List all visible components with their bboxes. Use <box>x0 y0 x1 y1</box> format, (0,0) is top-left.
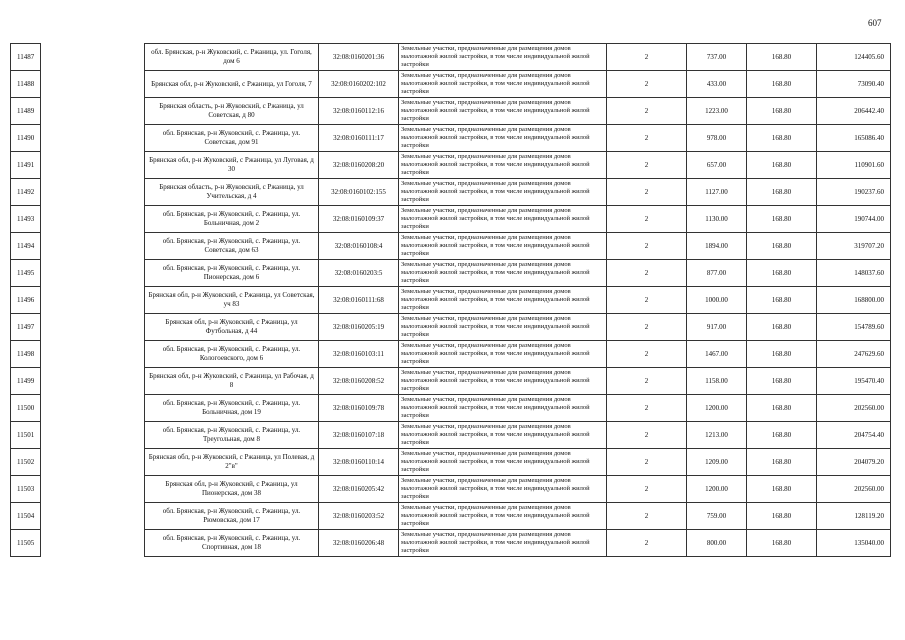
row-number: 11492 <box>11 179 41 206</box>
row-number: 11505 <box>11 530 41 557</box>
table-row <box>11 44 891 71</box>
group-cell: 2 <box>607 395 687 422</box>
spacer-cell <box>41 449 145 476</box>
area-cell: 657.00 <box>687 152 747 179</box>
area-cell: 1200.00 <box>687 476 747 503</box>
cadastral-number-cell: 32:08:0160208:20 <box>319 152 399 179</box>
row-number: 11498 <box>11 341 41 368</box>
address-cell: Брянская обл, р-н Жуковский, с Ржаница, ул Советская, уч 83 <box>145 287 319 314</box>
cadastral-number-cell: 32:08:0160109:78 <box>319 395 399 422</box>
area-cell: 1213.00 <box>687 422 747 449</box>
cadastral-value-cell: 319707.20 <box>817 233 891 260</box>
land-use-cell: Земельные участки, предназначенные для размещения домов малоэтажной жилой застройки, в том числе индивидуальной жилой застройки <box>399 233 607 260</box>
area-cell: 978.00 <box>687 125 747 152</box>
land-use-cell: Земельные участки, предназначенные для размещения домов малоэтажной жилой застройки, в том числе индивидуальной жилой застройки <box>399 341 607 368</box>
cadastral-value-cell: 202560.00 <box>817 395 891 422</box>
spacer-cell <box>41 44 145 71</box>
group-cell: 2 <box>607 152 687 179</box>
area-cell: 1000.00 <box>687 287 747 314</box>
spacer-cell <box>41 314 145 341</box>
area-cell: 1158.00 <box>687 368 747 395</box>
cadastral-register-table <box>10 43 891 557</box>
group-cell: 2 <box>607 287 687 314</box>
table-row <box>11 233 891 260</box>
land-use-cell: Земельные участки, предназначенные для размещения домов малоэтажной жилой застройки, в том числе индивидуальной жилой застройки <box>399 530 607 557</box>
cadastral-number-cell: 32:08:0160203:5 <box>319 260 399 287</box>
cadastral-number-cell: 32:08:0160108:4 <box>319 233 399 260</box>
rate-cell: 168.80 <box>747 206 817 233</box>
land-use-cell: Земельные участки, предназначенные для размещения домов малоэтажной жилой застройки, в том числе индивидуальной жилой застройки <box>399 449 607 476</box>
row-number: 11494 <box>11 233 41 260</box>
cadastral-number-cell: 32:08:0160205:19 <box>319 314 399 341</box>
row-number: 11490 <box>11 125 41 152</box>
row-number: 11491 <box>11 152 41 179</box>
address-cell: Брянская обл, р-н Жуковский, с Ржаница, ул Луговая, д 30 <box>145 152 319 179</box>
area-cell: 1200.00 <box>687 395 747 422</box>
address-cell: Брянская обл, р-н Жуковский, с Ржаница, ул Пионерская, дом 38 <box>145 476 319 503</box>
spacer-cell <box>41 260 145 287</box>
cadastral-value-cell: 204079.20 <box>817 449 891 476</box>
row-number: 11500 <box>11 395 41 422</box>
land-use-cell: Земельные участки, предназначенные для размещения домов малоэтажной жилой застройки, в том числе индивидуальной жилой застройки <box>399 503 607 530</box>
group-cell: 2 <box>607 368 687 395</box>
cadastral-number-cell: 32:08:0160203:52 <box>319 503 399 530</box>
group-cell: 2 <box>607 44 687 71</box>
land-use-cell: Земельные участки, предназначенные для размещения домов малоэтажной жилой застройки, в том числе индивидуальной жилой застройки <box>399 152 607 179</box>
cadastral-value-cell: 110901.60 <box>817 152 891 179</box>
address-cell: обл. Брянская, р-н Жуковский, с. Ржаница, ул. Треугольная, дом 8 <box>145 422 319 449</box>
rate-cell: 168.80 <box>747 503 817 530</box>
address-cell: обл. Брянская, р-н Жуковский, с. Ржаница, ул. Пионерская, дом 6 <box>145 260 319 287</box>
cadastral-value-cell: 154789.60 <box>817 314 891 341</box>
rate-cell: 168.80 <box>747 260 817 287</box>
cadastral-number-cell: 32:08:0160112:16 <box>319 98 399 125</box>
row-number: 11497 <box>11 314 41 341</box>
table-row <box>11 125 891 152</box>
cadastral-number-cell: 32:08:0160109:37 <box>319 206 399 233</box>
area-cell: 433.00 <box>687 71 747 98</box>
cadastral-value-cell: 73090.40 <box>817 71 891 98</box>
table-row <box>11 314 891 341</box>
cadastral-value-cell: 190744.00 <box>817 206 891 233</box>
group-cell: 2 <box>607 422 687 449</box>
group-cell: 2 <box>607 233 687 260</box>
address-cell: обл. Брянская, р-н Жуковский, с. Ржаница, ул. Кологоевского, дом 6 <box>145 341 319 368</box>
group-cell: 2 <box>607 125 687 152</box>
rate-cell: 168.80 <box>747 125 817 152</box>
table-row <box>11 152 891 179</box>
rate-cell: 168.80 <box>747 233 817 260</box>
rate-cell: 168.80 <box>747 287 817 314</box>
address-cell: обл. Брянская, р-н Жуковский, с. Ржаница, ул. Больничная, дом 2 <box>145 206 319 233</box>
group-cell: 2 <box>607 449 687 476</box>
spacer-cell <box>41 530 145 557</box>
rate-cell: 168.80 <box>747 449 817 476</box>
spacer-cell <box>41 125 145 152</box>
area-cell: 800.00 <box>687 530 747 557</box>
cadastral-value-cell: 202560.00 <box>817 476 891 503</box>
row-number: 11502 <box>11 449 41 476</box>
spacer-cell <box>41 233 145 260</box>
cadastral-number-cell: 32:08:0160102:155 <box>319 179 399 206</box>
rate-cell: 168.80 <box>747 314 817 341</box>
spacer-cell <box>41 98 145 125</box>
register-body <box>11 44 891 557</box>
cadastral-value-cell: 204754.40 <box>817 422 891 449</box>
table-row <box>11 341 891 368</box>
rate-cell: 168.80 <box>747 44 817 71</box>
row-number: 11488 <box>11 71 41 98</box>
group-cell: 2 <box>607 314 687 341</box>
land-use-cell: Земельные участки, предназначенные для размещения домов малоэтажной жилой застройки, в том числе индивидуальной жилой застройки <box>399 395 607 422</box>
land-use-cell: Земельные участки, предназначенные для размещения домов малоэтажной жилой застройки, в том числе индивидуальной жилой застройки <box>399 287 607 314</box>
cadastral-number-cell: 32:08:0160208:52 <box>319 368 399 395</box>
table-row <box>11 395 891 422</box>
land-use-cell: Земельные участки, предназначенные для размещения домов малоэтажной жилой застройки, в том числе индивидуальной жилой застройки <box>399 44 607 71</box>
rate-cell: 168.80 <box>747 368 817 395</box>
address-cell: Брянская область, р-н Жуковский, с Ржаница, ул Учительская, д 4 <box>145 179 319 206</box>
group-cell: 2 <box>607 530 687 557</box>
row-number: 11493 <box>11 206 41 233</box>
address-cell: Брянская область, р-н Жуковский, с Ржаница, ул Советская, д 80 <box>145 98 319 125</box>
table-row <box>11 71 891 98</box>
spacer-cell <box>41 206 145 233</box>
rate-cell: 168.80 <box>747 152 817 179</box>
cadastral-value-cell: 128119.20 <box>817 503 891 530</box>
table-row <box>11 476 891 503</box>
row-number: 11503 <box>11 476 41 503</box>
table-row <box>11 449 891 476</box>
area-cell: 737.00 <box>687 44 747 71</box>
land-use-cell: Земельные участки, предназначенные для размещения домов малоэтажной жилой застройки, в том числе индивидуальной жилой застройки <box>399 206 607 233</box>
cadastral-value-cell: 247629.60 <box>817 341 891 368</box>
cadastral-value-cell: 168800.00 <box>817 287 891 314</box>
page-number: 607 <box>868 18 882 28</box>
cadastral-number-cell: 32:08:0160202:102 <box>319 71 399 98</box>
land-use-cell: Земельные участки, предназначенные для размещения домов малоэтажной жилой застройки, в том числе индивидуальной жилой застройки <box>399 314 607 341</box>
rate-cell: 168.80 <box>747 71 817 98</box>
cadastral-number-cell: 32:08:0160107:18 <box>319 422 399 449</box>
group-cell: 2 <box>607 98 687 125</box>
area-cell: 1127.00 <box>687 179 747 206</box>
cadastral-value-cell: 165086.40 <box>817 125 891 152</box>
row-number: 11495 <box>11 260 41 287</box>
cadastral-number-cell: 32:08:0160110:14 <box>319 449 399 476</box>
rate-cell: 168.80 <box>747 476 817 503</box>
address-cell: обл. Брянская, р-н Жуковский, с. Ржаница, ул. Советская, дом 63 <box>145 233 319 260</box>
row-number: 11487 <box>11 44 41 71</box>
row-number: 11489 <box>11 98 41 125</box>
land-use-cell: Земельные участки, предназначенные для размещения домов малоэтажной жилой застройки, в том числе индивидуальной жилой застройки <box>399 476 607 503</box>
area-cell: 877.00 <box>687 260 747 287</box>
table-row <box>11 530 891 557</box>
address-cell: Брянская обл, р-н Жуковский, с Ржаница, ул Полевая, д 2"в" <box>145 449 319 476</box>
spacer-cell <box>41 395 145 422</box>
rate-cell: 168.80 <box>747 179 817 206</box>
land-use-cell: Земельные участки, предназначенные для размещения домов малоэтажной жилой застройки, в том числе индивидуальной жилой застройки <box>399 125 607 152</box>
rate-cell: 168.80 <box>747 530 817 557</box>
spacer-cell <box>41 287 145 314</box>
spacer-cell <box>41 368 145 395</box>
area-cell: 759.00 <box>687 503 747 530</box>
cadastral-value-cell: 195470.40 <box>817 368 891 395</box>
land-use-cell: Земельные участки, предназначенные для размещения домов малоэтажной жилой застройки, в том числе индивидуальной жилой застройки <box>399 71 607 98</box>
address-cell: Брянская обл, р-н Жуковский, с Ржаница, ул Футбольная, д 44 <box>145 314 319 341</box>
row-number: 11496 <box>11 287 41 314</box>
land-use-cell: Земельные участки, предназначенные для размещения домов малоэтажной жилой застройки, в том числе индивидуальной жилой застройки <box>399 368 607 395</box>
address-cell: обл. Брянская, р-н Жуковский, с. Ржаница, ул. Гоголя, дом 6 <box>145 44 319 71</box>
spacer-cell <box>41 476 145 503</box>
spacer-cell <box>41 152 145 179</box>
rate-cell: 168.80 <box>747 422 817 449</box>
cadastral-number-cell: 32:08:0160111:68 <box>319 287 399 314</box>
address-cell: обл. Брянская, р-н Жуковский, с. Ржаница, ул. Советская, дом 91 <box>145 125 319 152</box>
cadastral-number-cell: 32:08:0160111:17 <box>319 125 399 152</box>
area-cell: 917.00 <box>687 314 747 341</box>
row-number: 11501 <box>11 422 41 449</box>
address-cell: обл. Брянская, р-н Жуковский, с. Ржаница, ул. Спортивная, дом 18 <box>145 530 319 557</box>
land-use-cell: Земельные участки, предназначенные для размещения домов малоэтажной жилой застройки, в том числе индивидуальной жилой застройки <box>399 260 607 287</box>
cadastral-number-cell: 32:08:0160206:48 <box>319 530 399 557</box>
cadastral-number-cell: 32:08:0160103:11 <box>319 341 399 368</box>
cadastral-value-cell: 206442.40 <box>817 98 891 125</box>
group-cell: 2 <box>607 179 687 206</box>
group-cell: 2 <box>607 503 687 530</box>
area-cell: 1130.00 <box>687 206 747 233</box>
address-cell: Брянская обл, р-н Жуковский, с Ржаница, ул Рабочая, д 8 <box>145 368 319 395</box>
group-cell: 2 <box>607 341 687 368</box>
group-cell: 2 <box>607 206 687 233</box>
table-row <box>11 503 891 530</box>
land-use-cell: Земельные участки, предназначенные для размещения домов малоэтажной жилой застройки, в том числе индивидуальной жилой застройки <box>399 422 607 449</box>
row-number: 11499 <box>11 368 41 395</box>
address-cell: Брянская обл, р-н Жуковский, с Ржаница, ул Гоголя, 7 <box>145 71 319 98</box>
spacer-cell <box>41 503 145 530</box>
spacer-cell <box>41 422 145 449</box>
address-cell: обл. Брянская, р-н Жуковский, с. Ржаница, ул. Рюмовская, дом 17 <box>145 503 319 530</box>
area-cell: 1467.00 <box>687 341 747 368</box>
group-cell: 2 <box>607 260 687 287</box>
rate-cell: 168.80 <box>747 395 817 422</box>
spacer-cell <box>41 179 145 206</box>
group-cell: 2 <box>607 476 687 503</box>
area-cell: 1223.00 <box>687 98 747 125</box>
area-cell: 1209.00 <box>687 449 747 476</box>
land-use-cell: Земельные участки, предназначенные для размещения домов малоэтажной жилой застройки, в том числе индивидуальной жилой застройки <box>399 98 607 125</box>
row-number: 11504 <box>11 503 41 530</box>
cadastral-value-cell: 190237.60 <box>817 179 891 206</box>
table-row <box>11 287 891 314</box>
cadastral-number-cell: 32:08:0160205:42 <box>319 476 399 503</box>
spacer-cell <box>41 71 145 98</box>
rate-cell: 168.80 <box>747 98 817 125</box>
table-row <box>11 206 891 233</box>
cadastral-value-cell: 124405.60 <box>817 44 891 71</box>
table-row <box>11 368 891 395</box>
table-row <box>11 98 891 125</box>
table-row <box>11 179 891 206</box>
cadastral-value-cell: 135040.00 <box>817 530 891 557</box>
table-row <box>11 422 891 449</box>
cadastral-number-cell: 32:08:0160201:36 <box>319 44 399 71</box>
rate-cell: 168.80 <box>747 341 817 368</box>
cadastral-value-cell: 148037.60 <box>817 260 891 287</box>
area-cell: 1894.00 <box>687 233 747 260</box>
spacer-cell <box>41 341 145 368</box>
address-cell: обл. Брянская, р-н Жуковский, с. Ржаница, ул. Больничная, дом 19 <box>145 395 319 422</box>
table-row <box>11 260 891 287</box>
group-cell: 2 <box>607 71 687 98</box>
land-use-cell: Земельные участки, предназначенные для размещения домов малоэтажной жилой застройки, в том числе индивидуальной жилой застройки <box>399 179 607 206</box>
